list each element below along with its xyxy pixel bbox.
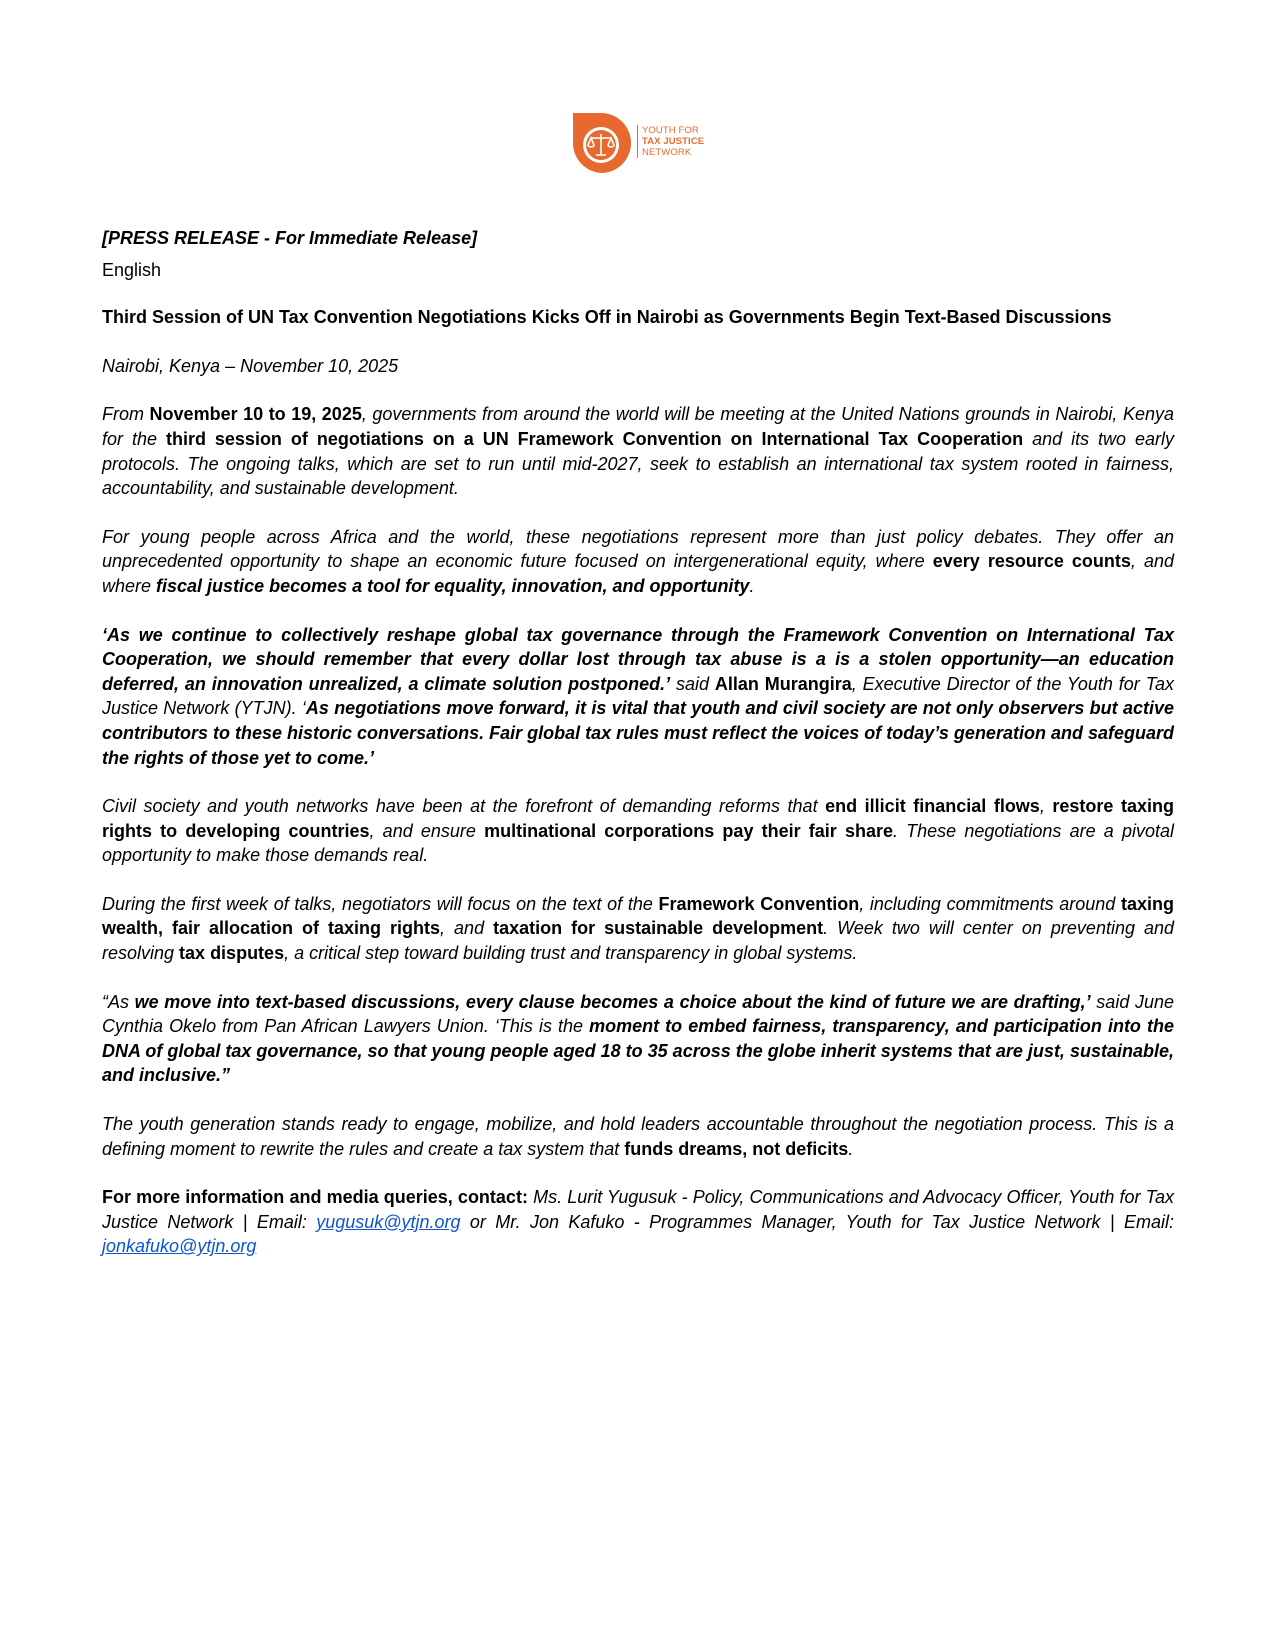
paragraph-contact: For more information and media queries, contact: Ms. Lurit Yugusuk - Policy, Communications and Advocacy Officer, Youth for Tax Justice Network | Email: yugusuk@ytjn.org or Mr. Jon Kafuko - Programmes Manager, Youth for Tax Justice Network | Email: jonkafuko@ytjn.org (102, 1187, 1174, 1257)
logo-line-3: NETWORK (642, 147, 692, 158)
paragraph-intro: From November 10 to 19, 2025, governments from around the world will be meeting at the United Nations grounds in Nairobi, Kenya for the third session of negotiations on a UN Framework Convention on International Tax Cooperation and its two early protocols. The ongoing talks, which are set to run until mid-2027, seek to establish an international tax system rooted in fairness, accountability, and sustainable development. (102, 404, 1175, 499)
paragraph-schedule: During the first week of talks, negotiators will focus on the text of the Framework Convention, including commitments around taxing wealth, fair allocation of taxing rights, and taxation for sustainable development. Week two will center on preventing and resolving tax disputes, a critical step toward building trust and transparency in global systems. (102, 893, 1175, 964)
language-label: English (102, 259, 162, 280)
paragraph-quote-okelo: “As we move into text-based discussions, every clause becomes a choice about the kind of future we are drafting,’ said June Cynthia Okelo from Pan African Lawyers Union. ‘This is the moment to embed fairness, transparency, and participation into the DNA of global tax governance, so that young people aged 18 to 35 across the globe inherit systems that are just, sustainable, and inclusive.” (102, 991, 1174, 1086)
ytjn-logo (571, 111, 711, 175)
paragraph-youth: For young people across Africa and the world, these negotiations represent more than just policy debates. They offer an unprecedented opportunity to shape an economic future focused on intergenerational equity, where every resource counts, and where fiscal justice becomes a tool for equality, innovation, and opportunity. (102, 526, 1174, 596)
paragraph-closing: The youth generation stands ready to engage, mobilize, and hold leaders accountable throughout the negotiation process. This is a defining moment to rewrite the rules and create a tax system that funds dreams, not deficits. (102, 1114, 1174, 1159)
scales-of-justice-icon (571, 111, 633, 175)
paragraph-civil-society: Civil society and youth networks have been at the forefront of demanding reforms that end illicit financial flows, restore taxing rights to developing countries, and ensure multinational corporations pay their fair share. These negotiations are a pivotal opportunity to make those demands real. (102, 796, 1174, 866)
release-label: [PRESS RELEASE - For Immediate Release] (102, 228, 478, 248)
email-link-kafuko[interactable]: jonkafuko@ytjn.org (102, 1236, 257, 1257)
logo-line-2: TAX JUSTICE (642, 136, 705, 147)
contact-label: For more information and media queries, contact: (102, 1187, 528, 1208)
paragraph-quote-murangira: ‘As we continue to collectively reshape global tax governance through the Framework Convention on International Tax Cooperation, we should remember that every dollar lost through tax abuse is a is a stolen opportunity—an education deferred, an innovation unrealized, a climate solution postponed.’ said Allan Murangira, Executive Director of the Youth for Tax Justice Network (YTJN). ‘As negotiations move forward, it is vital that youth and civil society are not only observers but active contributors to these historic conversations. Fair global tax rules must reflect the voices of today’s generation and safeguard the rights of those yet to come.’ (102, 624, 1175, 768)
email-link-yugusuk[interactable]: yugusuk@ytjn.org (316, 1211, 461, 1232)
logo-wordmark (637, 125, 704, 158)
press-release-body (102, 226, 1174, 1259)
headline: Third Session of UN Tax Convention Negotiations Kicks Off in Nairobi as Governments Begin Text-Based Discussions (102, 307, 1112, 328)
logo-line-1: YOUTH FOR (642, 125, 699, 136)
dateline: Nairobi, Kenya – November 10, 2025 (102, 355, 399, 376)
